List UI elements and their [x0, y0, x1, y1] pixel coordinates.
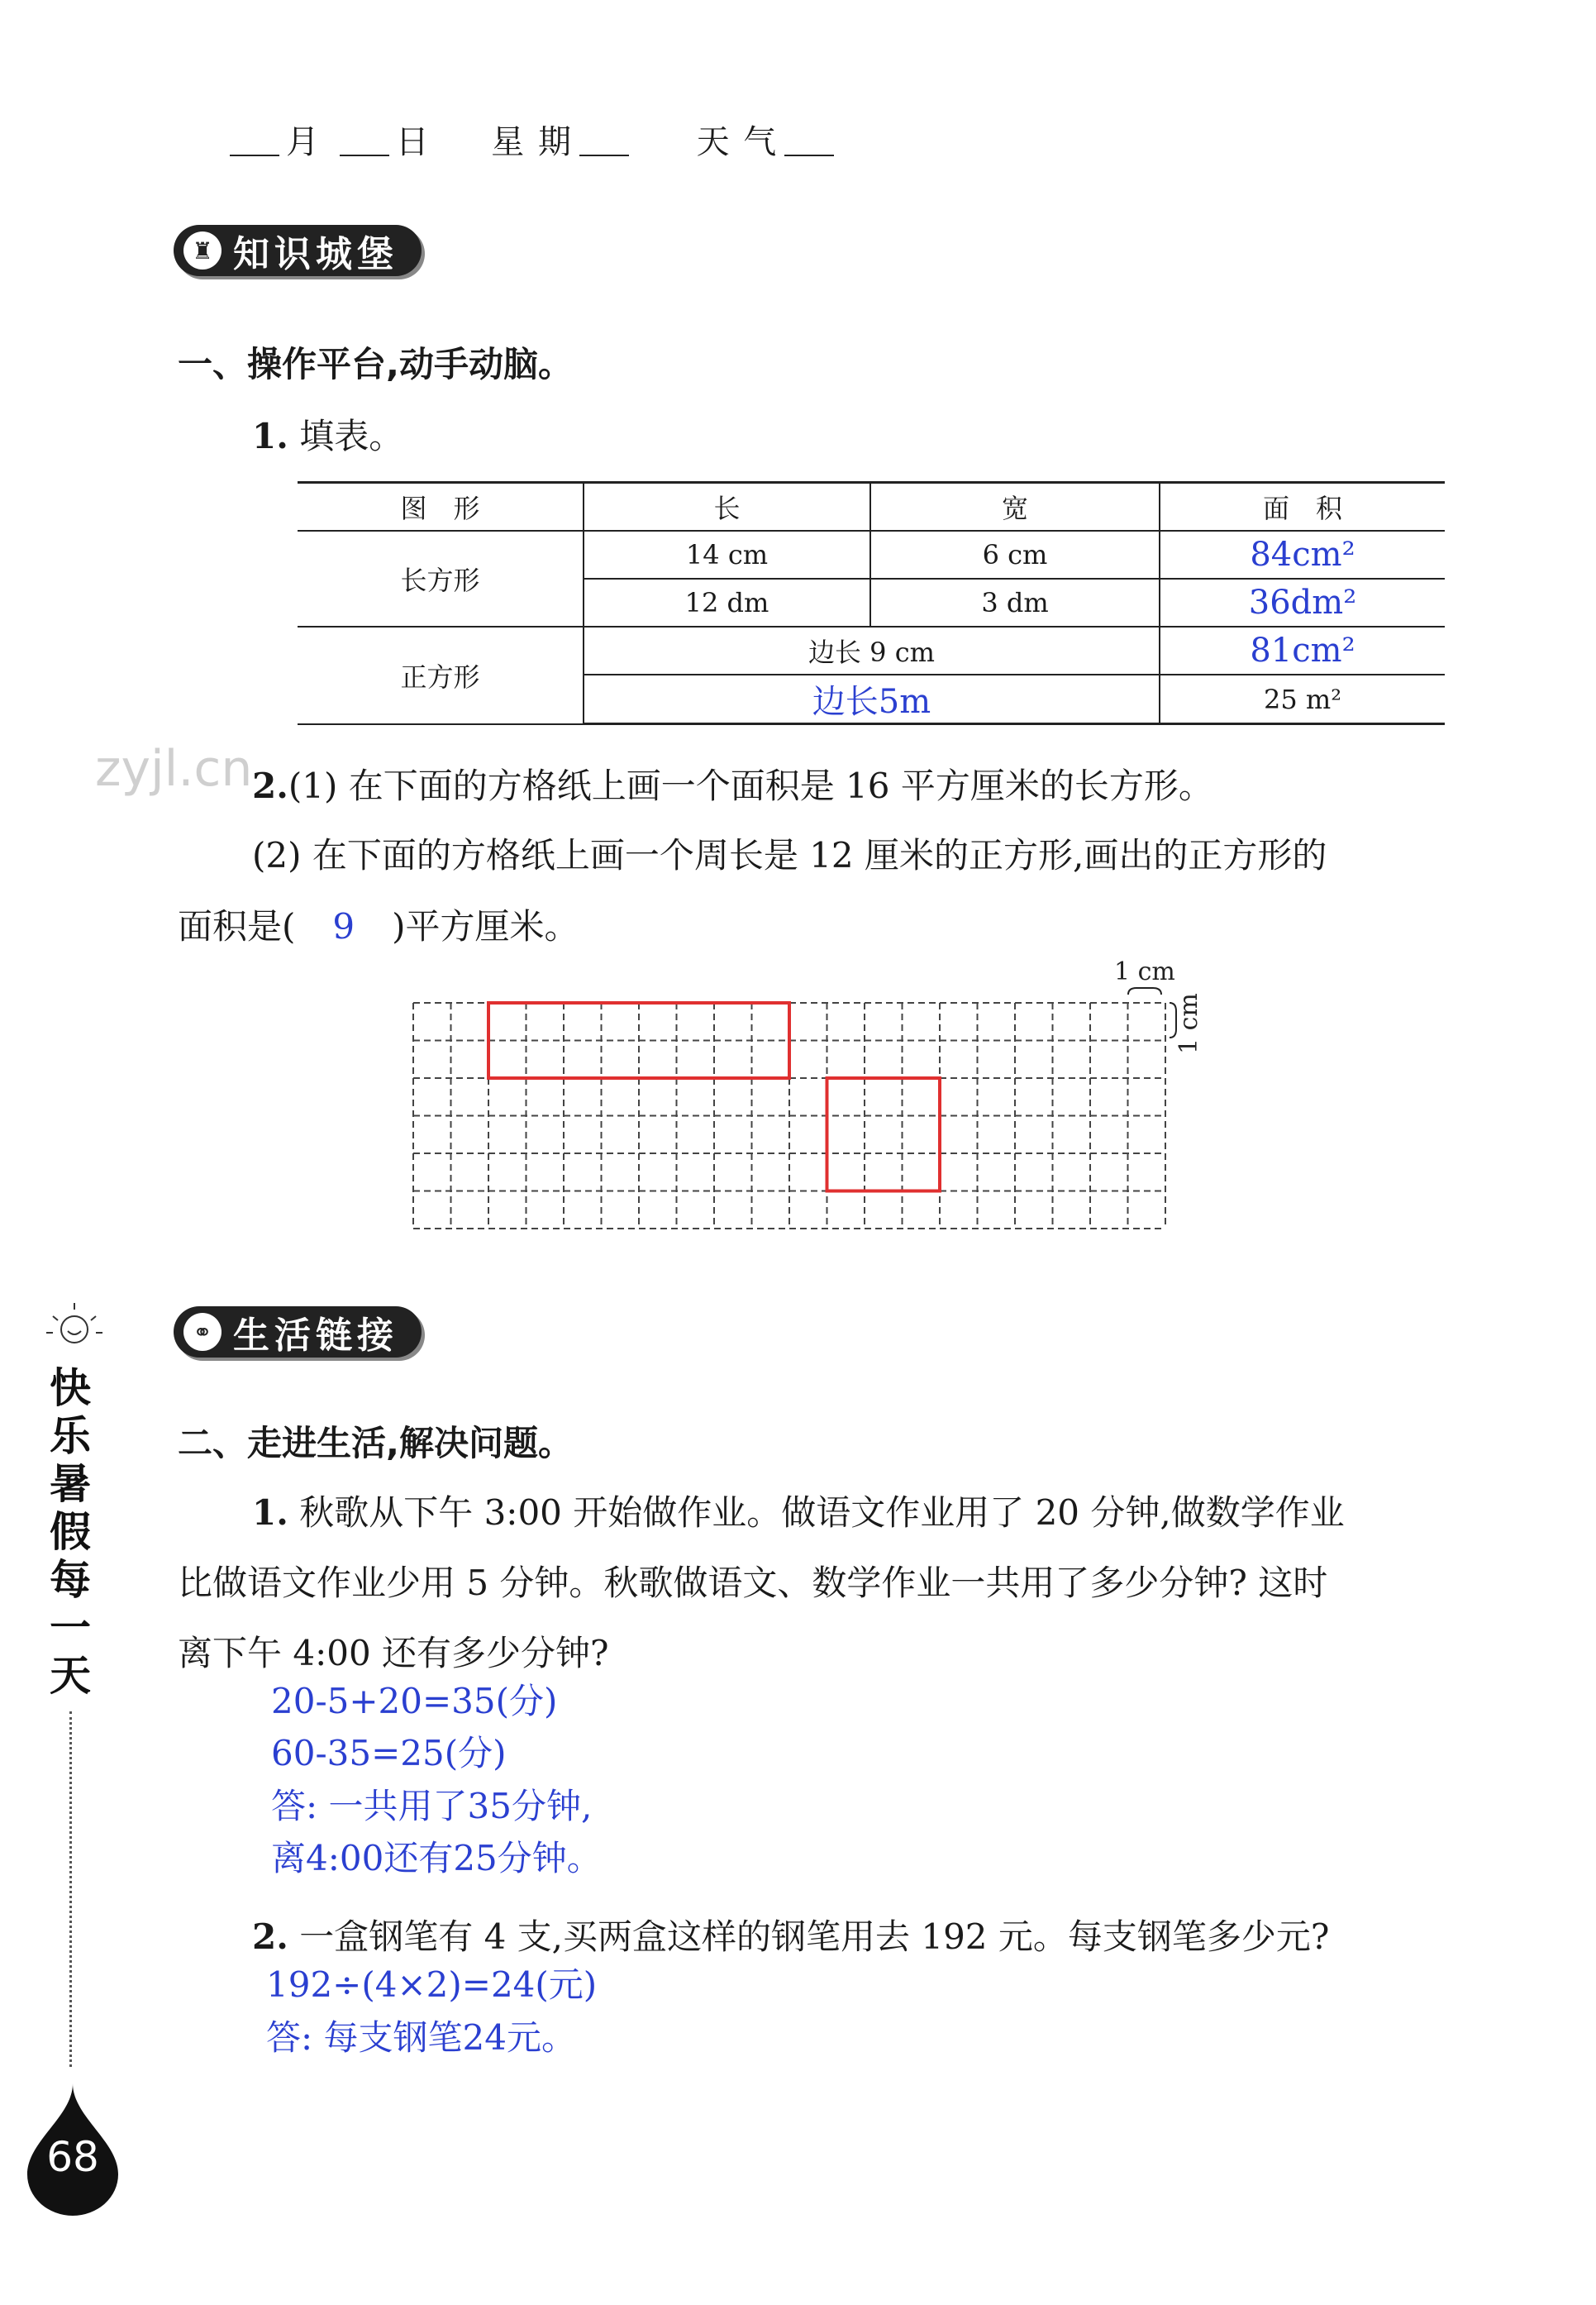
s2-q1-answer-4: 离4:00还有25分钟。 [271, 1838, 602, 1878]
s2-q1-answer-3: 答: 一共用了35分钟, [271, 1786, 593, 1826]
s2-q2-answer-1: 192÷(4×2)=24(元) [266, 1964, 598, 2005]
q2-part2-line2 [178, 900, 579, 949]
s2-q1-line3: 离下午 4:00 还有多少分钟? [178, 1633, 609, 1673]
header-area: 面 积 [1160, 483, 1445, 532]
unit-label-horizontal: 1 cm [1114, 957, 1175, 986]
q2-number: 2. [252, 766, 288, 806]
table-row [298, 627, 1445, 675]
q2-part1-text: (1) 在下面的方格纸上画一个面积是 16 平方厘米的长方形。 [288, 766, 1213, 806]
s2-q1-line1 [252, 1486, 1345, 1535]
area-table [298, 481, 1445, 725]
cell-width: 3 dm [870, 579, 1160, 627]
castle-icon: ♜ [183, 231, 222, 270]
badge-title: 生活链接 [233, 1315, 398, 1357]
cell-area-answer: 36dm² [1160, 579, 1445, 627]
rect-label: 长方形 [298, 531, 584, 627]
cell-length: 12 dm [584, 579, 870, 627]
q1-text: 填表。 [299, 416, 404, 456]
cell-width: 6 cm [870, 531, 1160, 579]
s2-q1-answer-1: 20-5+20=35(分) [271, 1681, 558, 1721]
q2-answer: 9 [332, 906, 355, 947]
sidebar-char: 一 [50, 1604, 91, 1652]
s2-q1-line2: 比做语文作业少用 5 分钟。秋歌做语文、数学作业一共用了多少分钟? 这时 [178, 1563, 1328, 1603]
sidebar-char: 每 [50, 1556, 91, 1604]
badge-title: 知识城堡 [233, 233, 398, 275]
s2-q1-number: 1. [252, 1492, 288, 1533]
s2-q2-number: 2. [252, 1916, 288, 1957]
s2-q2-line [252, 1910, 1329, 1959]
page-number: 68 [46, 2133, 99, 2181]
q2-part2: (2) 在下面的方格纸上画一个周长是 12 厘米的正方形,画出的正方形的 [252, 835, 1327, 876]
q1-prompt [252, 409, 403, 459]
cell-area-answer: 81cm² [1160, 627, 1445, 675]
sidebar-dotted-line [69, 1711, 72, 2067]
month-label: 月 [286, 123, 321, 161]
table-header-row [298, 483, 1445, 532]
weekday-label: 星 期 [491, 123, 574, 161]
sidebar-char: 暑 [50, 1460, 91, 1508]
square-label: 正方形 [298, 627, 584, 724]
q2-part2-post: )平方厘米。 [392, 906, 579, 947]
section1-heading: 一、操作平台,动手动脑。 [178, 344, 573, 384]
s2-q2-answer-2: 答: 每支钢笔24元。 [266, 2017, 576, 2058]
sun-icon [41, 1298, 107, 1356]
s2-q1-answer-2: 60-35=25(分) [271, 1733, 507, 1773]
q1-number: 1. [252, 416, 288, 456]
cell-side-answer: 边长5m [584, 675, 1160, 724]
grid-paper [397, 955, 1207, 1244]
section2-heading: 二、走进生活,解决问题。 [178, 1423, 573, 1463]
table-row [298, 531, 1445, 579]
unit-label-vertical: 1 cm [1174, 993, 1203, 1054]
s2-q1-line1-text: 秋歌从下午 3:00 开始做作业。做语文作业用了 20 分钟,做数学作业 [299, 1492, 1345, 1533]
sidebar-title [50, 1364, 91, 1700]
watermark: zyjl.cn [95, 740, 253, 798]
cell-side: 边长 9 cm [584, 627, 1160, 675]
sidebar-char: 快 [50, 1364, 91, 1412]
section-badge-knowledge [174, 225, 422, 276]
sidebar-char: 乐 [50, 1412, 91, 1460]
weather-label: 天 气 [696, 123, 779, 161]
header-shape: 图 形 [298, 483, 584, 532]
drawn-square [827, 1078, 941, 1191]
date-header [223, 116, 841, 163]
section-badge-life [174, 1306, 422, 1358]
unit-bracket-horizontal [1128, 988, 1161, 995]
q2-part1 [252, 759, 1213, 809]
sidebar-char: 假 [50, 1508, 91, 1556]
header-width: 宽 [870, 483, 1160, 532]
sidebar-char: 天 [50, 1652, 91, 1700]
cell-area: 25 m² [1160, 675, 1445, 724]
link-icon: ⚭ [183, 1313, 222, 1351]
cell-length: 14 cm [584, 531, 870, 579]
q2-part2-pre: 面积是( [178, 906, 296, 947]
s2-q2-text: 一盒钢笔有 4 支,买两盒这样的钢笔用去 192 元。每支钢笔多少元? [299, 1916, 1330, 1957]
header-length: 长 [584, 483, 870, 532]
cell-area-answer: 84cm² [1160, 531, 1445, 579]
day-label: 日 [395, 123, 431, 161]
